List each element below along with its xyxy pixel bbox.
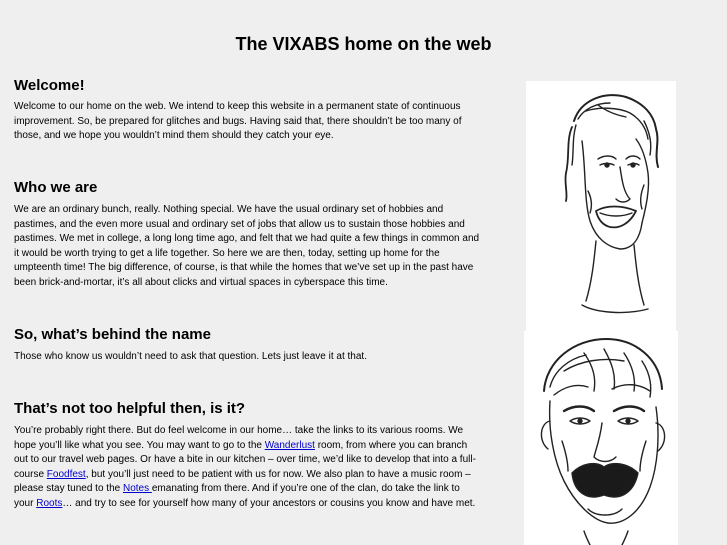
caricature-man-icon (524, 331, 678, 545)
notes-link[interactable]: Notes (122, 483, 152, 495)
not-helpful-text-5: … and try to see for yourself how many of your ancestors or cousins you know and have met. (62, 497, 476, 509)
not-helpful-text-1: You’re probably right there. But do feel welcome in our home… take the links to its various rooms. We hope you’ll like what you see. You may want to go to the (14, 425, 464, 451)
page-title: The VIXABS home on the web (235, 34, 492, 54)
not-helpful-text-4: emanating from there. And if you’re one of the clan, do take the link to your (14, 483, 460, 509)
cut-off-heading-glyphs (14, 540, 314, 545)
not-helpful-text-2: room, from where you can branch out to our travel web pages. Or have a bite in our kitchen – over time, we’d like to develop that into a full-course (14, 439, 476, 480)
welcome-text: Welcome to our home on the web. We intend to keep this website in a permanent state of continuous improvement. So, be prepared for glitches and bugs. Having said that, there shouldn’t be too many of those, and we hope you wouldn’t mind them should they catch your eye. (14, 101, 462, 142)
behind-name-text: Those who know us wouldn’t need to ask that question. Lets just leave it at that. (14, 351, 367, 362)
not-helpful-heading: That’s not too helpful then, is it? (14, 400, 246, 417)
welcome-heading: Welcome! (14, 77, 85, 94)
caricature-woman-icon (526, 81, 676, 331)
not-helpful-text (14, 424, 480, 512)
roots-link[interactable]: Roots (36, 497, 63, 509)
who-we-are-heading: Who we are (14, 179, 98, 196)
who-we-are-text: We are an ordinary bunch, really. Nothing special. We have the usual ordinary set of hobbies and pastimes, and the even more usual and ordinary set of jobs that allow us to sustain those hobbies and pastimes. We met in college, a long long time ago, and felt that we had quite a few things in common and it would be worth trying to get a life together. So here we are then, today, setting up home for the umpteenth time! The big difference, of course, is that while the homes that we’ve set up in the past have been brick-and-mortar, it’s all about clicks and virtual spaces in cyberspace this time. (14, 204, 480, 288)
wanderlust-link[interactable]: Wanderlust (264, 439, 315, 451)
not-helpful-text-3: , but you’ll just need to be patient with us for now. We also plan to have a music room – please stay tuned to the (14, 468, 471, 495)
foodfest-link[interactable]: Foodfest (46, 468, 86, 480)
behind-name-heading: So, what’s behind the name (14, 326, 211, 343)
cut-off-heading (14, 537, 314, 545)
caricature-man-image (524, 331, 678, 545)
caricature-woman-image (526, 81, 676, 331)
